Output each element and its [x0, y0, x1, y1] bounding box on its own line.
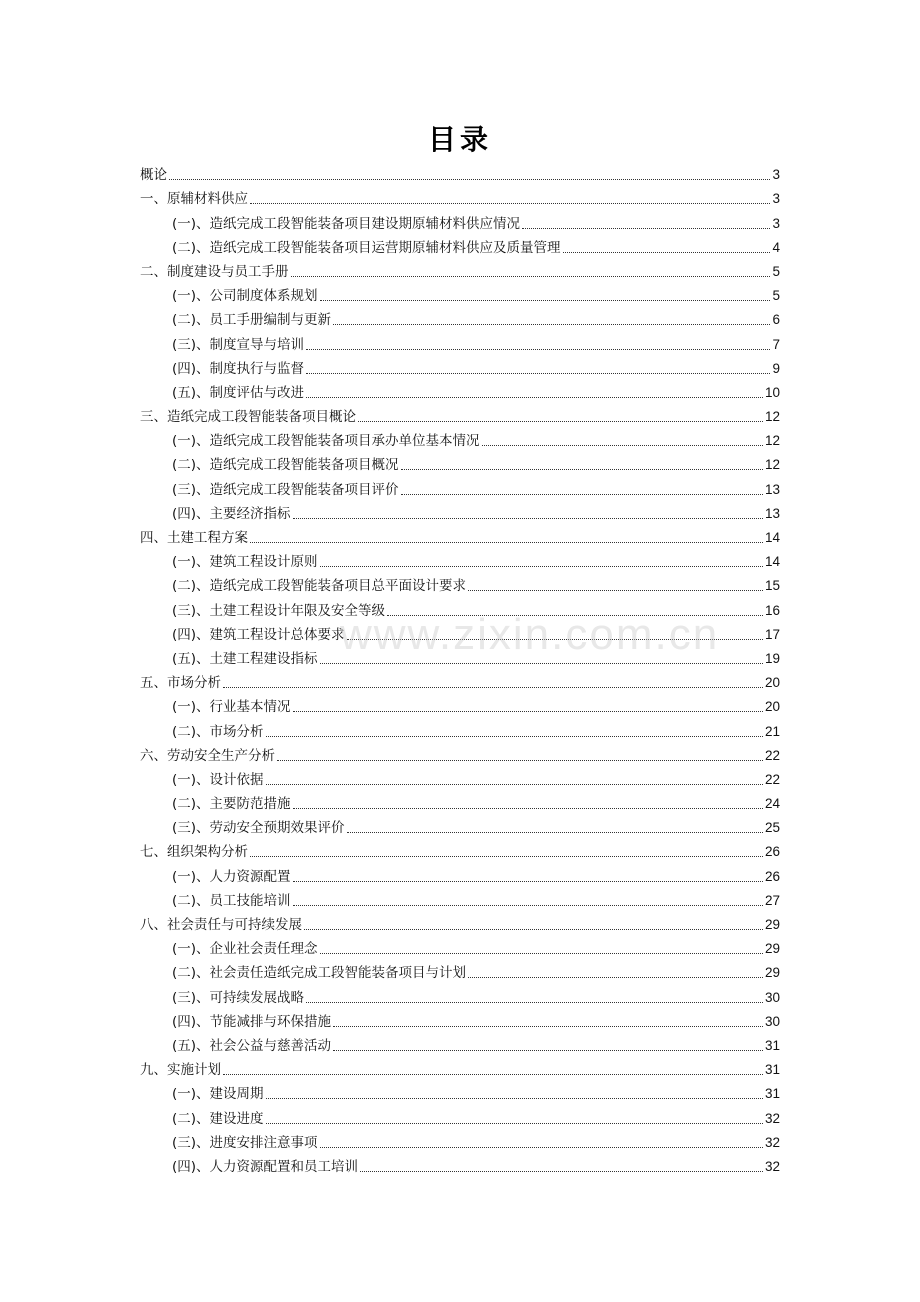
toc-section-entry[interactable] [140, 474, 780, 498]
toc-section-entry[interactable] [140, 765, 780, 789]
toc-chapter-entry[interactable] [140, 910, 780, 934]
toc-dot-leader [266, 1122, 763, 1124]
toc-entry-label: 六、劳动安全生产分析 [140, 747, 275, 764]
toc-dot-leader [291, 275, 771, 277]
toc-chapter-entry[interactable] [140, 837, 780, 861]
toc-dot-leader [266, 783, 763, 785]
toc-dot-leader [306, 348, 770, 350]
toc-entry-page-number: 3 [772, 215, 780, 231]
toc-chapter-entry[interactable] [140, 668, 780, 692]
toc-dot-leader [333, 1025, 763, 1027]
toc-entry-label: (二)、造纸完成工段智能装备项目运营期原辅材料供应及质量管理 [172, 239, 561, 256]
toc-entry-page-number: 32 [764, 1110, 780, 1126]
toc-section-entry[interactable] [140, 1007, 780, 1031]
toc-section-entry[interactable] [140, 450, 780, 474]
toc-entry-page-number: 22 [764, 747, 780, 763]
toc-section-entry[interactable] [140, 861, 780, 885]
toc-entry-page-number: 14 [764, 530, 780, 545]
toc-entry-page-number: 13 [764, 481, 780, 497]
toc-entry-page-number: 10 [764, 384, 780, 400]
toc-section-entry[interactable] [140, 813, 780, 837]
toc-chapter-entry[interactable] [140, 402, 780, 426]
toc-entry-label: (三)、土建工程设计年限及安全等级 [172, 602, 386, 619]
toc-dot-leader [293, 880, 763, 882]
toc-entry-page-number: 26 [764, 844, 780, 860]
toc-entry-label: (二)、员工技能培训 [172, 892, 291, 909]
toc-section-entry[interactable] [140, 208, 780, 232]
toc-entry-label: (三)、劳动安全预期效果评价 [172, 820, 345, 837]
toc-dot-leader [320, 299, 771, 301]
toc-entry-label: (二)、造纸完成工段智能装备项目概况 [172, 457, 399, 474]
toc-entry-page-number: 16 [764, 602, 780, 618]
toc-entry-label: (一)、公司制度体系规划 [172, 288, 318, 305]
toc-entry-page-number: 13 [764, 505, 780, 521]
toc-section-entry[interactable] [140, 1152, 780, 1176]
toc-dot-leader [320, 565, 763, 567]
toc-dot-leader [250, 855, 763, 857]
toc-entry-page-number: 27 [764, 892, 780, 908]
toc-entry-label: 四、土建工程方案 [140, 530, 248, 546]
toc-section-entry[interactable] [140, 886, 780, 910]
toc-entry-page-number: 14 [764, 554, 780, 570]
toc-entry-page-number: 29 [764, 941, 780, 957]
toc-entry-label: (五)、社会公益与慈善活动 [172, 1037, 332, 1054]
toc-entry-page-number: 31 [764, 1037, 780, 1053]
toc-entry-page-number: 30 [764, 989, 780, 1005]
toc-entry-page-number: 4 [772, 239, 780, 255]
toc-dot-leader [277, 759, 763, 761]
toc-entry-label: (三)、造纸完成工段智能装备项目评价 [172, 481, 399, 498]
toc-entry-label: (四)、人力资源配置和员工培训 [172, 1158, 359, 1175]
toc-dot-leader [293, 807, 763, 809]
toc-dot-leader [266, 735, 763, 737]
toc-entry-label: 七、组织架构分析 [140, 844, 248, 861]
toc-entry-label: (二)、主要防范措施 [172, 796, 291, 813]
toc-dot-leader [320, 662, 763, 664]
toc-entry-label: (二)、社会责任造纸完成工段智能装备项目与计划 [172, 965, 467, 982]
toc-entry-page-number: 31 [764, 1062, 780, 1078]
toc-dot-leader [250, 541, 763, 543]
toc-dot-leader [387, 614, 763, 616]
toc-entry-label: (五)、土建工程建设指标 [172, 650, 318, 667]
toc-section-entry[interactable] [140, 354, 780, 378]
toc-entry-label: (四)、建筑工程设计总体要求 [172, 626, 345, 643]
toc-dot-leader [306, 396, 763, 398]
toc-entry-page-number: 20 [764, 675, 780, 691]
toc-dot-leader [468, 589, 763, 591]
toc-section-entry[interactable] [140, 378, 780, 402]
toc-chapter-entry[interactable] [140, 257, 780, 281]
toc-section-entry[interactable] [140, 305, 780, 329]
toc-entry-label: (二)、建设进度 [172, 1110, 264, 1127]
toc-dot-leader [250, 202, 770, 204]
toc-section-entry[interactable] [140, 982, 780, 1006]
toc-entry-label: 三、造纸完成工段智能装备项目概论 [140, 409, 356, 426]
toc-entry-label: (一)、行业基本情况 [172, 699, 291, 716]
toc-entry-page-number: 22 [764, 771, 780, 787]
toc-entry-page-number: 15 [764, 578, 780, 594]
toc-dot-leader [563, 251, 771, 253]
toc-dot-leader [347, 831, 763, 833]
toc-chapter-entry[interactable] [140, 1055, 780, 1079]
toc-dot-leader [358, 420, 763, 422]
toc-entry-page-number: 17 [764, 626, 780, 642]
toc-entry-label: (三)、进度安排注意事项 [172, 1134, 318, 1151]
toc-entry-page-number: 19 [764, 650, 780, 666]
toc-entry-page-number: 7 [772, 336, 780, 352]
toc-dot-leader [223, 1073, 763, 1075]
toc-dot-leader [293, 710, 763, 712]
toc-dot-leader [266, 1097, 763, 1099]
toc-dot-leader [293, 904, 763, 906]
toc-entry-page-number: 29 [764, 965, 780, 981]
toc-entry-page-number: 29 [764, 917, 780, 932]
toc-section-entry[interactable] [140, 1031, 780, 1055]
toc-entry-label: (一)、建设周期 [172, 1086, 264, 1103]
toc-entry-page-number: 3 [772, 167, 780, 183]
toc-entry-page-number: 30 [764, 1013, 780, 1029]
toc-section-entry[interactable] [140, 716, 780, 740]
toc-section-entry[interactable] [140, 789, 780, 813]
toc-section-entry[interactable] [140, 499, 780, 523]
toc-entry-label: 概论 [140, 167, 167, 184]
toc-section-entry[interactable] [140, 281, 780, 305]
toc-dot-leader [333, 323, 770, 325]
toc-dot-leader [304, 928, 763, 930]
toc-dot-leader [320, 1146, 763, 1148]
toc-entry-label: (五)、制度评估与改进 [172, 384, 305, 401]
toc-entry-label: (一)、设计依据 [172, 771, 264, 788]
toc-entry-label: (一)、企业社会责任理念 [172, 941, 318, 958]
toc-entry-label: 五、市场分析 [140, 675, 221, 692]
toc-section-entry[interactable] [140, 426, 780, 450]
toc-entry-page-number: 5 [772, 288, 780, 304]
toc-entry-label: (一)、建筑工程设计原则 [172, 554, 318, 571]
toc-section-entry[interactable] [140, 571, 780, 595]
toc-entry-page-number: 12 [764, 409, 780, 425]
toc-entry-page-number: 31 [764, 1086, 780, 1102]
toc-chapter-entry[interactable] [140, 523, 780, 547]
toc-dot-leader [360, 1170, 763, 1172]
toc-entry-label: (二)、造纸完成工段智能装备项目总平面设计要求 [172, 578, 467, 595]
toc-dot-leader [293, 517, 763, 519]
toc-entry-page-number: 21 [764, 723, 780, 739]
toc-dot-leader [169, 178, 770, 180]
watermark: www.zixin.com.cn [340, 610, 720, 659]
toc-entry-label: (四)、节能减排与环保措施 [172, 1013, 332, 1030]
toc-entry-page-number: 3 [772, 191, 780, 207]
toc-entry-label: (三)、可持续发展战略 [172, 989, 305, 1006]
toc-section-entry[interactable] [140, 547, 780, 571]
toc-section-entry[interactable] [140, 1103, 780, 1127]
toc-entry-label: (三)、制度宣导与培训 [172, 336, 305, 353]
toc-entry-label: (一)、人力资源配置 [172, 868, 291, 885]
toc-dot-leader [401, 468, 763, 470]
toc-entry-label: 一、原辅材料供应 [140, 191, 248, 208]
toc-section-entry[interactable] [140, 958, 780, 982]
toc-entry-label: (四)、主要经济指标 [172, 505, 291, 522]
toc-entry-page-number: 5 [772, 263, 780, 279]
toc-section-entry[interactable] [140, 934, 780, 958]
toc-section-entry[interactable] [140, 644, 780, 668]
toc-entry-page-number: 32 [764, 1134, 780, 1150]
toc-entry-page-number: 24 [764, 796, 780, 812]
toc-dot-leader [522, 227, 770, 229]
toc-entry-label: 九、实施计划 [140, 1062, 221, 1079]
toc-entry-label: 八、社会责任与可持续发展 [140, 917, 302, 933]
toc-section-entry[interactable] [140, 620, 780, 644]
toc-dot-leader [306, 372, 770, 374]
table-of-contents [140, 160, 780, 1176]
toc-entry-page-number: 6 [772, 312, 780, 328]
toc-section-entry[interactable] [140, 1079, 780, 1103]
toc-dot-leader [333, 1049, 763, 1051]
toc-section-entry[interactable] [140, 595, 780, 619]
toc-entry-page-number: 32 [764, 1158, 780, 1174]
toc-entry-label: (二)、市场分析 [172, 723, 264, 740]
toc-chapter-entry[interactable] [140, 184, 780, 208]
toc-entry-label: (一)、造纸完成工段智能装备项目建设期原辅材料供应情况 [172, 215, 521, 232]
toc-dot-leader [468, 976, 763, 978]
toc-dot-leader [482, 444, 763, 446]
toc-entry-label: 二、制度建设与员工手册 [140, 263, 289, 280]
toc-entry-page-number: 20 [764, 699, 780, 715]
toc-entry-label: (一)、造纸完成工段智能装备项目承办单位基本情况 [172, 433, 480, 450]
toc-entry-page-number: 9 [772, 360, 780, 376]
toc-chapter-entry[interactable] [140, 160, 780, 184]
toc-dot-leader [223, 686, 763, 688]
toc-dot-leader [306, 1001, 763, 1003]
toc-entry-label: (二)、员工手册编制与更新 [172, 312, 332, 329]
toc-entry-label: (四)、制度执行与监督 [172, 360, 305, 377]
toc-section-entry[interactable] [140, 692, 780, 716]
toc-section-entry[interactable] [140, 233, 780, 257]
toc-section-entry[interactable] [140, 1128, 780, 1152]
toc-entry-page-number: 26 [764, 868, 780, 884]
toc-dot-leader [401, 493, 763, 495]
toc-dot-leader [347, 638, 763, 640]
toc-entry-page-number: 12 [764, 433, 780, 449]
toc-section-entry[interactable] [140, 329, 780, 353]
toc-chapter-entry[interactable] [140, 741, 780, 765]
toc-entry-page-number: 12 [764, 457, 780, 473]
toc-entry-page-number: 25 [764, 820, 780, 836]
page-title: 目录 [427, 123, 492, 156]
toc-dot-leader [320, 952, 763, 954]
